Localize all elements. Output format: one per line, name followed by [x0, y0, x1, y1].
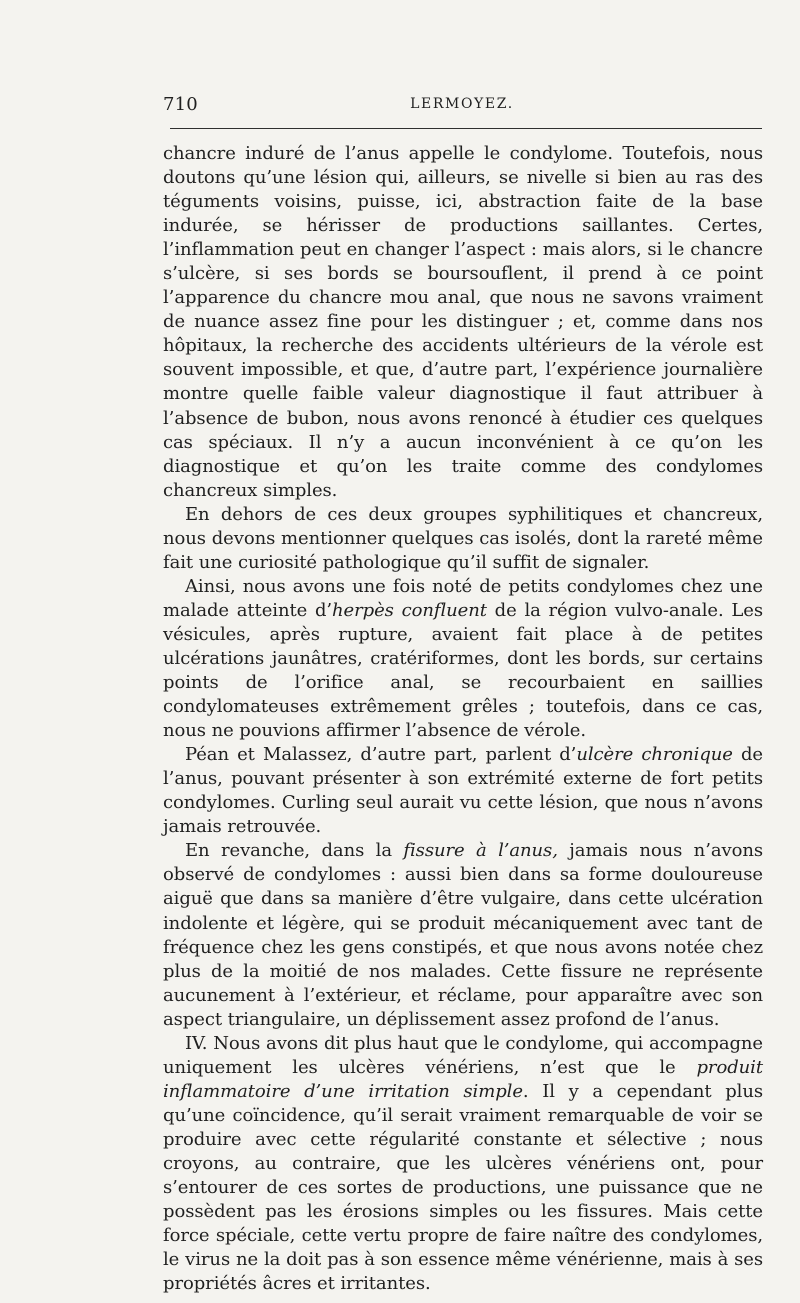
paragraph-2: En dehors de ces deux groupes syphilitiques et chancreux, nous devons mentionner quelques cas isolés, dont la rareté même fait une curiosité pathologique qu’il suffit de signaler.: [163, 503, 763, 573]
paragraph-5: [163, 839, 763, 1031]
page-number: 710: [163, 94, 198, 115]
paragraph-6-text-b: . Il y a cependant plus qu’une coïncidence, qu’il serait vraiment remarquable de voir se produire avec cette régularité constante et sélective ; nous croyons, au contraire, que les ulcères vénériens ont, pour s’entourer de ces sortes de productions, une puissance que ne possèdent pas les érosions simples ou les fissures. Mais cette force spéciale, cette vertu propre de faire naître des condylomes, le virus ne la doit pas à son essence même vénérienne, mais à ses propriétés âcres et irritantes.: [163, 1080, 763, 1295]
paragraph-3: [163, 575, 763, 743]
running-title: LERMOYEZ.: [410, 96, 514, 112]
body-text: [163, 142, 763, 1296]
paragraph-5-text-b: jamais nous n’avons observé de condylomes : aussi bien dans sa forme douloureuse aiguë que dans sa manière d’être vulgaire, dans cette ulcération indolente et légère, qui se produit mécaniquement avec tant de fréquence chez les gens constipés, et que nous avons notée chez plus de la moitié de nos malades. Cette fissure ne représente aucunement à l’extérieur, et réclame, pour apparaître avec son aspect triangulaire, un déplissement assez profond de l’anus.: [163, 840, 764, 1030]
paragraph-6-italic: produit inflammatoire d’une irritation simple: [163, 1056, 763, 1102]
paragraph-1: chancre induré de l’anus appelle le condylome. Toutefois, nous doutons qu’une lésion qui, ailleurs, se nivelle si bien au ras des téguments voisins, puisse, ici, abstraction faite de la base indurée, se hérisser de productions saillantes. Certes, l’inflammation peut en changer l’aspect : mais alors, si le chancre s’ulcère, si ses bords se boursouflent, il prend à ce point l’apparence du chancre mou anal, que nous ne savons vraiment de nuance assez fine pour les distinguer ; et, comme dans nos hôpitaux, la recherche des accidents ultérieurs de la vérole est souvent impossible, et que, d’autre part, l’expérience journalière montre quelle faible valeur diagnostique il faut attribuer à l’absence de bubon, nous avons renoncé à étudier ces quelques cas spéciaux. Il n’y a aucun inconvénient à ce qu’on les diagnostique et qu’on les traite comme des condylomes chancreux simples.: [163, 143, 763, 501]
paragraph-4-text-b: de l’anus, pouvant présenter à son extrémité externe de fort petits condylomes. Curling seul aurait vu cette lésion, que nous n’avons jamais retrouvée.: [163, 744, 763, 838]
page-header: [163, 94, 761, 120]
header-rule: [170, 128, 762, 129]
paragraph-6-text-a: IV. Nous avons dit plus haut que le condylome, qui accompagne uniquement les ulcères vénériens, n’est que le: [163, 1032, 763, 1078]
paragraph-4-text-a: Péan et Malassez, d’autre part, parlent d’: [185, 744, 577, 766]
paragraph-3-italic: herpès confluent: [332, 599, 487, 621]
paragraph-5-italic: fissure à l’anus,: [403, 840, 558, 862]
paragraph-4-italic: ulcère chronique: [576, 744, 733, 766]
paragraph-3-text-a: Ainsi, nous avons une fois noté de petits condylomes chez une malade atteinte d’: [163, 575, 763, 621]
paragraph-6: [163, 1032, 763, 1297]
paragraph-5-text-a: En revanche, dans la: [185, 840, 404, 862]
paragraph-4: [163, 743, 763, 839]
paragraph-3-text-b: de la région vulvo-anale. Les vésicules, après rupture, avaient fait place à de petites ulcérations jaunâtres, cratériformes, dont les bords, sur certains points de l’orifice anal, se recourbaient en saillies condylomateuses extrêmement grêles ; toutefois, dans ce cas, nous ne pouvions affirmer l’absence de vérole.: [163, 599, 763, 742]
